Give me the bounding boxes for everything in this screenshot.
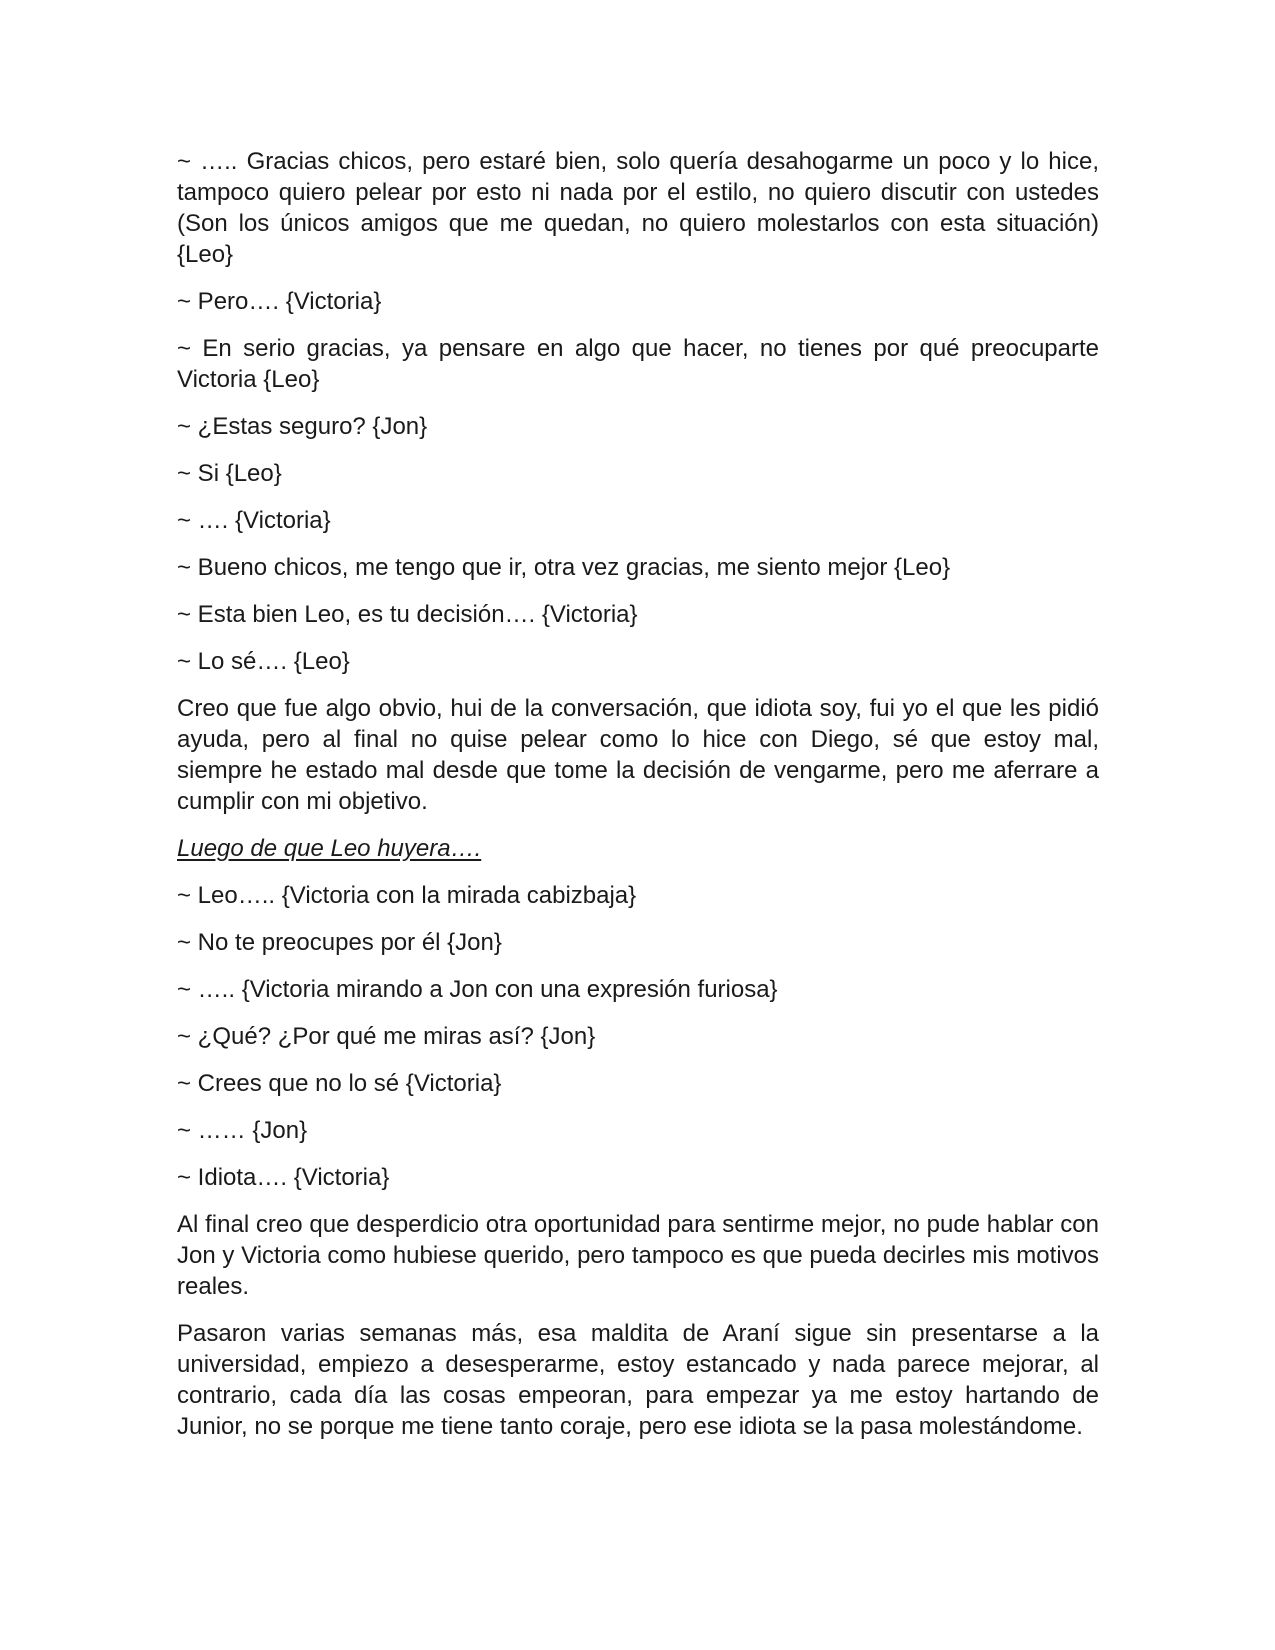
dialogue-line: ~ ….. Gracias chicos, pero estaré bien, solo quería desahogarme un poco y lo hice, tampoco quiero pelear por esto ni nada por el estilo, no quiero discutir con ustedes (Son los únicos amigos que me quedan, no quiero molestarlos con esta situación) {Leo} — [177, 148, 1099, 268]
dialogue-line: ~ ¿Qué? ¿Por qué me miras así? {Jon} — [177, 1023, 596, 1050]
dialogue-line: ~ Lo sé…. {Leo} — [177, 648, 350, 675]
dialogue-line: ~ Esta bien Leo, es tu decisión…. {Victoria} — [177, 601, 638, 628]
dialogue-line: ~ No te preocupes por él {Jon} — [177, 929, 502, 956]
dialogue-line: ~ Pero…. {Victoria} — [177, 288, 382, 315]
dialogue-line: ~ Leo….. {Victoria con la mirada cabizbaja} — [177, 882, 637, 909]
dialogue-line: ~ En serio gracias, ya pensare en algo que hacer, no tienes por qué preocuparte Victoria {Leo} — [177, 335, 1099, 393]
document-body — [177, 146, 1099, 1458]
dialogue-line: ~ Idiota…. {Victoria} — [177, 1164, 390, 1191]
dialogue-line: ~ Crees que no lo sé {Victoria} — [177, 1070, 502, 1097]
dialogue-line: ~ ¿Estas seguro? {Jon} — [177, 413, 428, 440]
dialogue-line: ~ …… {Jon} — [177, 1117, 308, 1144]
dialogue-line: ~ ….. {Victoria mirando a Jon con una expresión furiosa} — [177, 976, 778, 1003]
scene-heading: Luego de que Leo huyera…. — [177, 835, 482, 862]
narrative-paragraph: Creo que fue algo obvio, hui de la conversación, que idiota soy, fui yo el que les pidió ayuda, pero al final no quise pelear como lo hice con Diego, sé que estoy mal, siempre he estado mal desde que tome la decisión de vengarme, pero me aferrare a cumplir con mi objetivo. — [177, 695, 1099, 815]
dialogue-line: ~ Bueno chicos, me tengo que ir, otra vez gracias, me siento mejor {Leo} — [177, 554, 951, 581]
dialogue-line: ~ …. {Victoria} — [177, 507, 331, 534]
dialogue-line: ~ Si {Leo} — [177, 460, 282, 487]
narrative-paragraph: Pasaron varias semanas más, esa maldita de Araní sigue sin presentarse a la universidad, empiezo a desesperarme, estoy estancado y nada parece mejorar, al contrario, cada día las cosas empeoran, para empezar ya me estoy hartando de Junior, no se porque me tiene tanto coraje, pero ese idiota se la pasa molestándome. — [177, 1320, 1099, 1440]
narrative-paragraph: Al final creo que desperdicio otra oportunidad para sentirme mejor, no pude hablar con Jon y Victoria como hubiese querido, pero tampoco es que pueda decirles mis motivos reales. — [177, 1211, 1099, 1300]
